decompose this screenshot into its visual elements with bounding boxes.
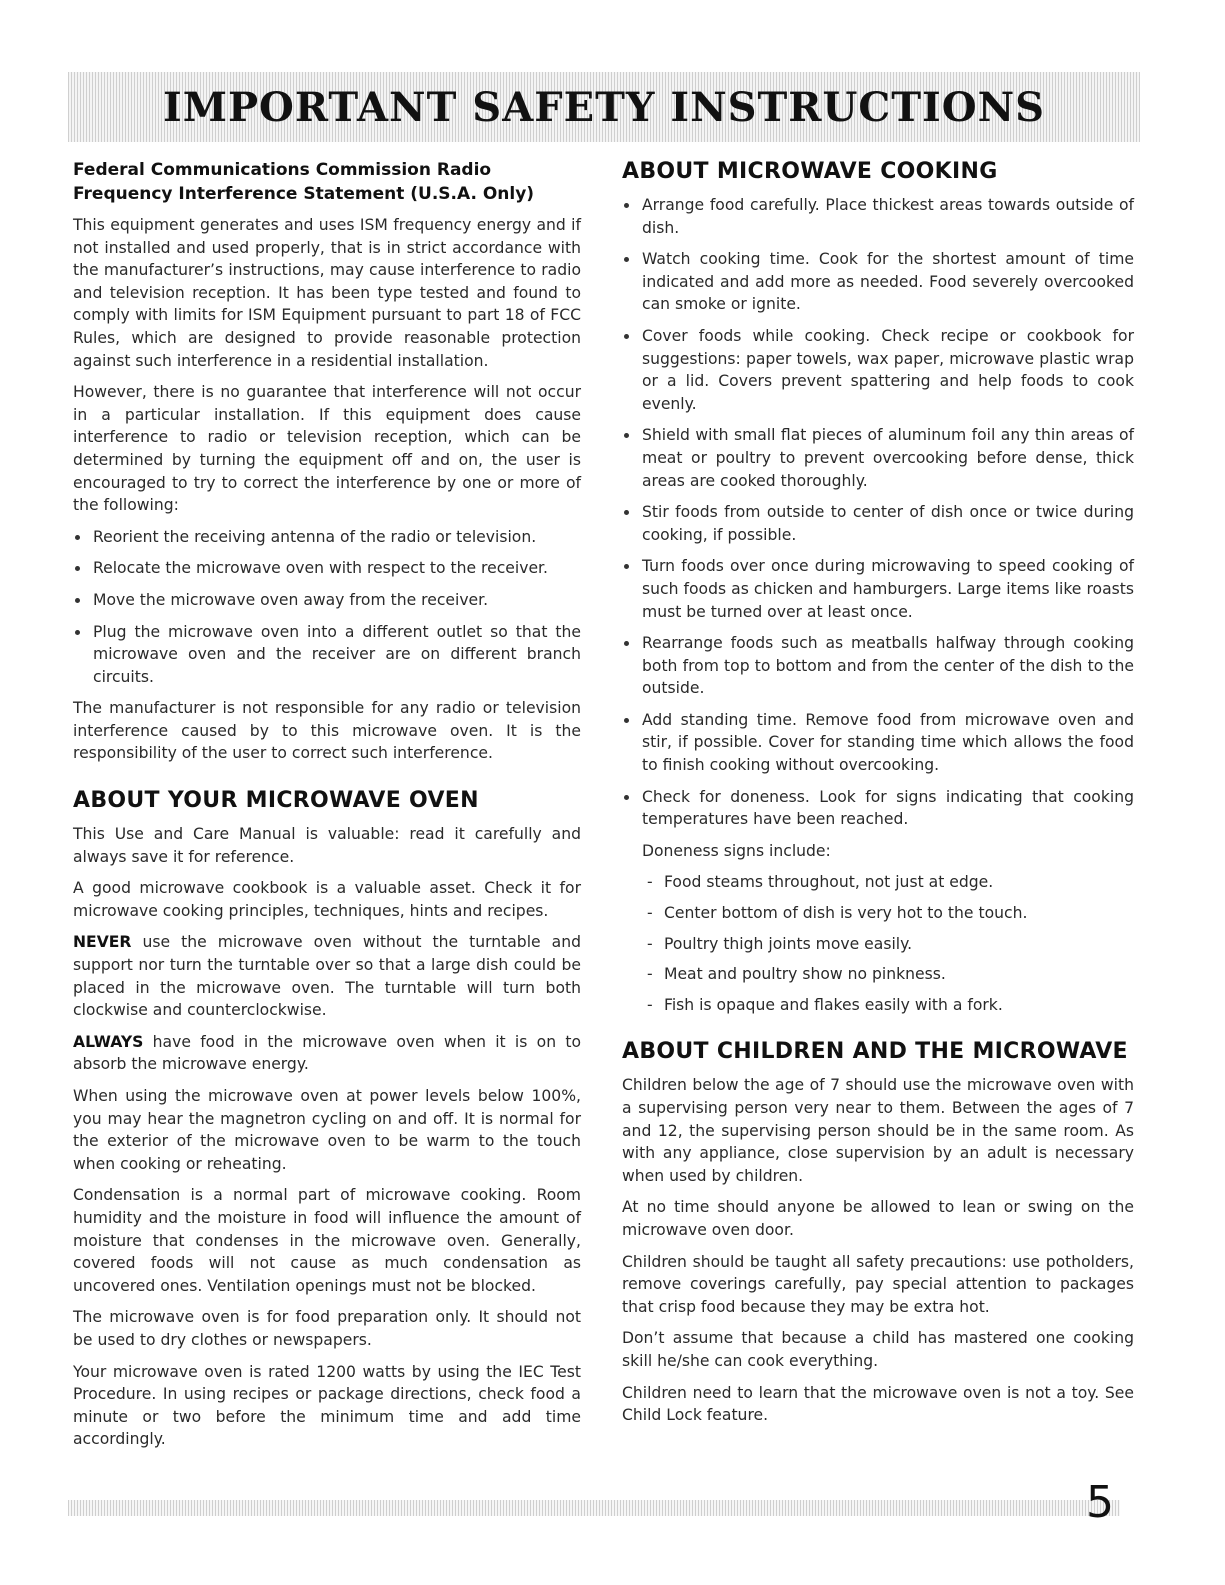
list-item: Relocate the microwave oven with respect to the receiver. bbox=[73, 557, 581, 580]
list-item: - Fish is opaque and flakes easily with a fork. bbox=[642, 994, 1134, 1017]
header-banner bbox=[68, 72, 1140, 142]
list-item: Arrange food carefully. Place thickest areas towards outside of dish. bbox=[622, 194, 1134, 239]
right-column bbox=[622, 158, 1134, 1436]
list-item: Reorient the receiving antenna of the radio or television. bbox=[73, 526, 581, 549]
oven-paragraph: When using the microwave oven at power levels below 100%, you may hear the magnetron cycling on and off. It is normal for the exterior of the microwave oven to be warm to the touch when cooking or reheating. bbox=[73, 1087, 581, 1173]
oven-never-paragraph bbox=[73, 931, 581, 1021]
list-item: Move the microwave oven away from the receiver. bbox=[73, 589, 581, 612]
footer-bar bbox=[68, 1500, 1120, 1516]
doneness-list bbox=[642, 871, 1134, 1016]
list-item: Cover foods while cooking. Check recipe or cookbook for suggestions: paper towels, wax paper, microwave plastic wrap or a lid. Covers prevent spattering and help foods to cook evenly. bbox=[622, 325, 1134, 415]
section-title-microwave-cooking: ABOUT MICROWAVE COOKING bbox=[622, 159, 998, 184]
section-title-children: ABOUT CHILDREN AND THE MICROWAVE bbox=[622, 1039, 1128, 1065]
list-item: Check for doneness. Look for signs indicating that cooking temperatures have been reached. bbox=[622, 786, 1134, 831]
oven-paragraph: A good microwave cookbook is a valuable asset. Check it for microwave cooking principles, techniques, hints and recipes. bbox=[73, 879, 581, 920]
page-number: 5 bbox=[1086, 1477, 1114, 1528]
children-paragraph: Don’t assume that because a child has mastered one cooking skill he/she can cook everything. bbox=[622, 1329, 1134, 1370]
oven-always-paragraph bbox=[73, 1031, 581, 1076]
never-text: use the microwave oven without the turntable and support nor turn the turntable over so that a large dish could be placed in the microwave oven. The turntable will turn both clockwise and counterclockwise. bbox=[73, 933, 581, 1020]
page-title: IMPORTANT SAFETY INSTRUCTIONS bbox=[162, 83, 1046, 131]
fcc-closing-paragraph: The manufacturer is not responsible for any radio or television interference caused by to this microwave oven. It is the responsibility of the user to correct such interference. bbox=[73, 699, 581, 763]
fcc-paragraph: However, there is no guarantee that interference will not occur in a particular installation. If this equipment does cause interference to radio or television reception, which can be determined by turning the equipment off and on, the user is encouraged to try to correct the interference by one or more of the following: bbox=[73, 383, 581, 515]
children-paragraph: Children should be taught all safety precautions: use potholders, remove coverings carefully, pay special attention to packages that crisp food because they may be extra hot. bbox=[622, 1252, 1134, 1316]
children-paragraph: Children need to learn that the microwave oven is not a toy. See Child Lock feature. bbox=[622, 1383, 1134, 1425]
oven-paragraph: The microwave oven is for food preparation only. It should not be used to dry clothes or newspapers. bbox=[73, 1308, 581, 1349]
section-title-about-oven: ABOUT YOUR MICROWAVE OVEN bbox=[73, 788, 479, 814]
list-item: Plug the microwave oven into a different outlet so that the microwave oven and the receiver are on different branch circuits. bbox=[73, 621, 581, 689]
children-paragraph: At no time should anyone be allowed to lean or swing on the microwave oven door. bbox=[622, 1198, 1134, 1239]
list-item: Rearrange foods such as meatballs halfway through cooking both from top to bottom and from the center of the dish to the outside. bbox=[622, 632, 1134, 700]
left-column bbox=[73, 158, 581, 1460]
list-item: - Center bottom of dish is very hot to the touch. bbox=[642, 902, 1134, 925]
doneness-intro: Doneness signs include: bbox=[642, 841, 831, 860]
list-item: Turn foods over once during microwaving to speed cooking of such foods as chicken and hamburgers. Large items like roasts must be turned over at least once. bbox=[622, 555, 1134, 623]
list-item: Shield with small flat pieces of aluminum foil any thin areas of meat or poultry to prevent overcooking before dense, thick areas are cooked thoroughly. bbox=[622, 424, 1134, 492]
never-keyword: NEVER bbox=[73, 933, 132, 952]
list-item: Watch cooking time. Cook for the shortest amount of time indicated and add more as needed. Food severely overcooked can smoke or ignite. bbox=[622, 248, 1134, 316]
oven-paragraph: Your microwave oven is rated 1200 watts by using the IEC Test Procedure. In using recipes or package directions, check food a minute or two before the minimum time and add time accordingly. bbox=[73, 1362, 581, 1449]
always-text: have food in the microwave oven when it is on to absorb the microwave energy. bbox=[73, 1032, 581, 1074]
fcc-paragraph: This equipment generates and uses ISM frequency energy and if not installed and used properly, that is in strict accordance with the manufacturer’s instructions, may cause interference to radio and television reception. It has been type tested and found to comply with limits for ISM Equipment pursuant to part 18 of FCC Rules, which are designed to provide reasonable protection against such interference in a residential installation. bbox=[73, 216, 581, 370]
fcc-bullet-list bbox=[73, 526, 581, 689]
oven-paragraph: Condensation is a normal part of microwave cooking. Room humidity and the moisture in food will influence the amount of moisture that condenses in the microwave oven. Generally, covered foods will not cause as much condensation as uncovered ones. Ventilation openings must not be blocked. bbox=[73, 1186, 581, 1295]
children-paragraph: Children below the age of 7 should use the microwave oven with a supervising person very near to them. Between the ages of 7 and 12, the supervising person should be in the same room. As with any appliance, close supervision by an adult is necessary when used by children. bbox=[622, 1076, 1134, 1185]
list-item: - Meat and poultry show no pinkness. bbox=[642, 963, 1134, 986]
list-item: - Poultry thigh joints move easily. bbox=[642, 933, 1134, 956]
list-item: - Food steams throughout, not just at edge. bbox=[642, 871, 1134, 894]
cooking-bullet-list bbox=[622, 194, 1134, 831]
always-keyword: ALWAYS bbox=[73, 1032, 144, 1051]
fcc-statement-title: Federal Communications Commission Radio Frequency Interference Statement (U.S.A. Only) bbox=[73, 160, 535, 204]
oven-paragraph: This Use and Care Manual is valuable: read it carefully and always save it for reference. bbox=[73, 825, 581, 866]
list-item: Add standing time. Remove food from microwave oven and stir, if possible. Cover for standing time which allows the food to finish cooking without overcooking. bbox=[622, 709, 1134, 777]
list-item: Stir foods from outside to center of dish once or twice during cooking, if possible. bbox=[622, 501, 1134, 546]
